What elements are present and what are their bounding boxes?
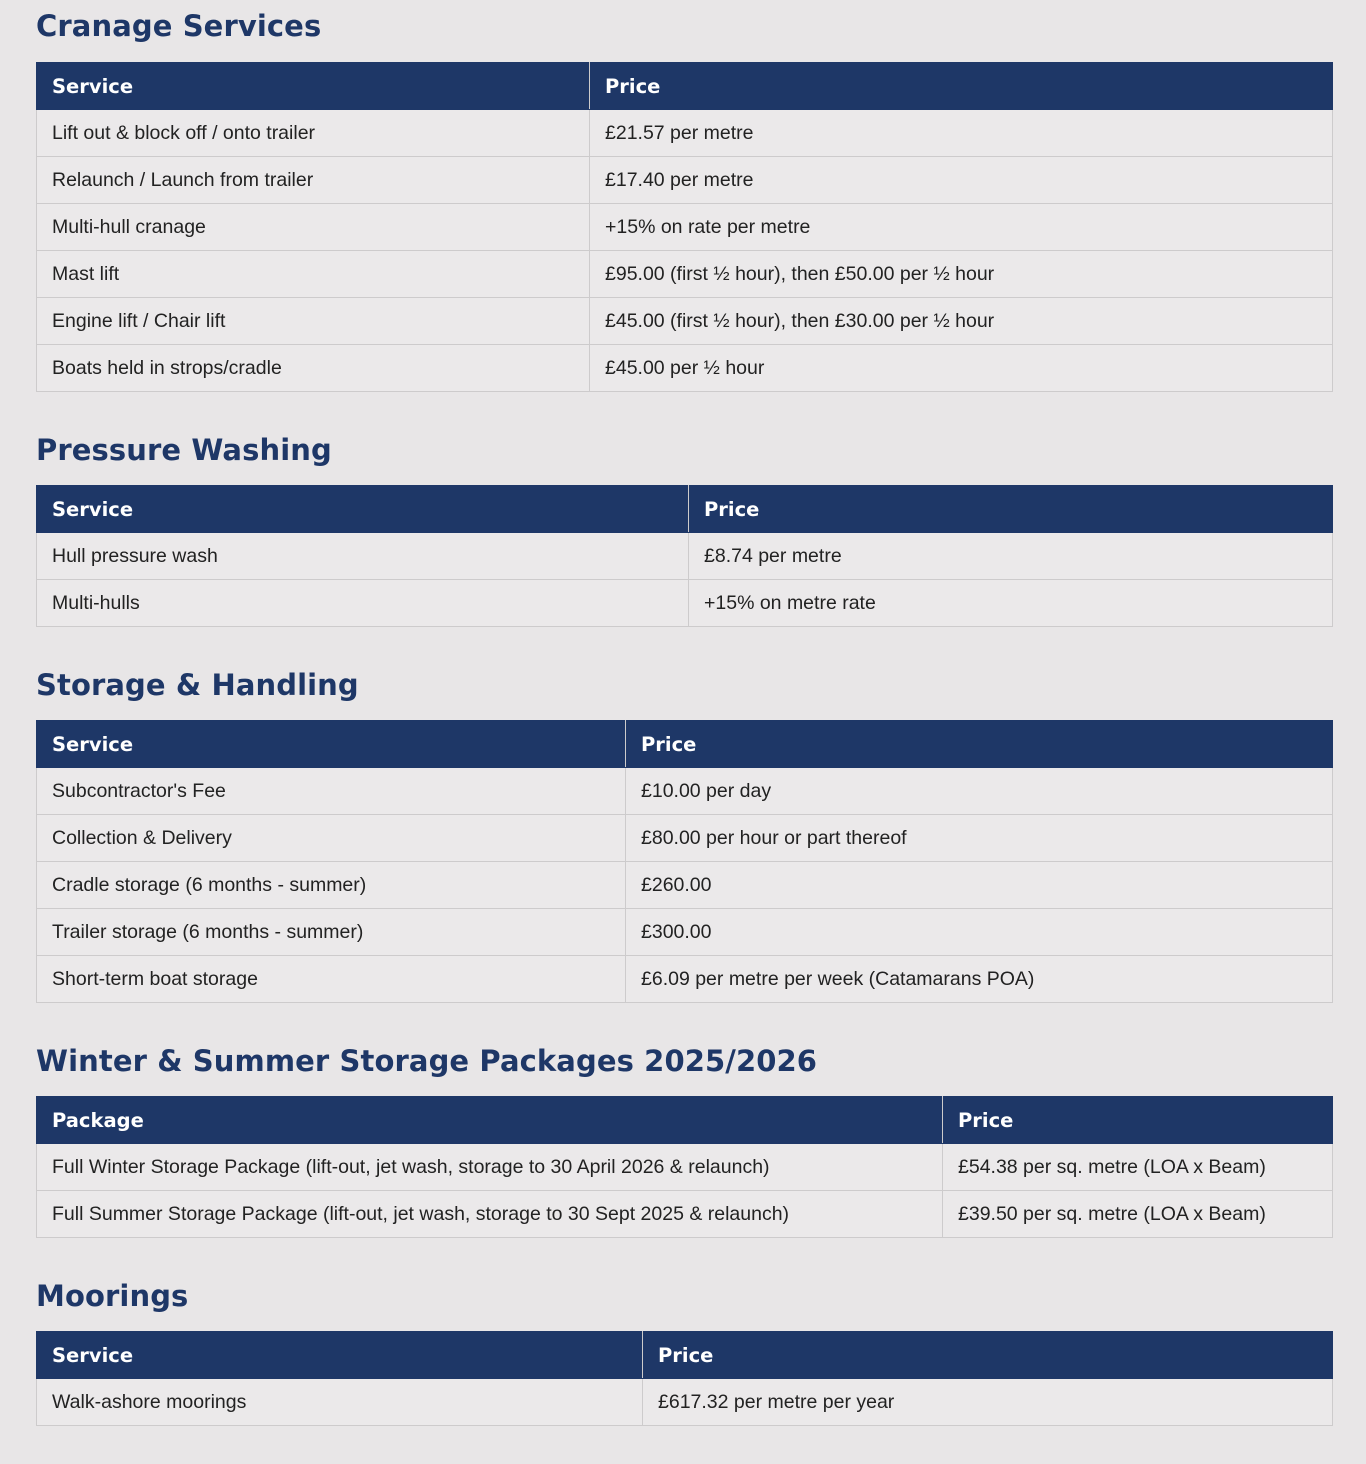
table-row (37, 768, 1333, 815)
table-row (37, 862, 1333, 909)
column-header-package: Package (37, 1097, 943, 1144)
column-header-service: Service (37, 486, 689, 533)
service-cell: Walk-ashore moorings (37, 1379, 643, 1426)
service-cell: Short-term boat storage (37, 956, 626, 1003)
table-row (37, 956, 1333, 1003)
section-title: Winter & Summer Storage Packages 2025/2026 (36, 1044, 818, 1078)
table-header-row (37, 486, 1333, 533)
price-table (36, 1331, 1333, 1426)
price-cell: £260.00 (626, 862, 1333, 909)
service-cell: Engine lift / Chair lift (37, 298, 590, 345)
price-cell: £80.00 per hour or part thereof (626, 815, 1333, 862)
column-header-service: Service (37, 1332, 643, 1379)
price-cell: £300.00 (626, 909, 1333, 956)
price-cell: £54.38 per sq. metre (LOA x Beam) (943, 1144, 1333, 1191)
table-row (37, 1191, 1333, 1238)
table-row (37, 110, 1333, 157)
service-cell: Trailer storage (6 months - summer) (37, 909, 626, 956)
table-row (37, 204, 1333, 251)
table-row (37, 580, 1333, 627)
table-row (37, 251, 1333, 298)
section-pressure-washing (36, 433, 1332, 614)
package-cell: Full Winter Storage Package (lift-out, jet wash, storage to 30 April 2026 & relaunch) (37, 1144, 943, 1191)
column-header-price: Price (943, 1097, 1333, 1144)
section-title: Moorings (36, 1279, 189, 1313)
service-cell: Hull pressure wash (37, 533, 689, 580)
section-moorings (36, 1279, 1332, 1413)
service-cell: Subcontractor's Fee (37, 768, 626, 815)
section-storage-handling (36, 668, 1332, 990)
column-header-price: Price (590, 63, 1333, 110)
price-cell: £6.09 per metre per week (Catamarans POA) (626, 956, 1333, 1003)
table-header-row (37, 721, 1333, 768)
price-cell: £95.00 (first ½ hour), then £50.00 per ½ hour (590, 251, 1333, 298)
price-cell: £45.00 per ½ hour (590, 345, 1333, 392)
price-table (36, 1096, 1333, 1238)
table-row (37, 533, 1333, 580)
price-cell: £8.74 per metre (689, 533, 1333, 580)
price-table (36, 485, 1333, 627)
section-title: Storage & Handling (36, 668, 359, 702)
column-header-service: Service (37, 63, 590, 110)
table-row (37, 345, 1333, 392)
column-header-service: Service (37, 721, 626, 768)
price-cell: +15% on rate per metre (590, 204, 1333, 251)
service-cell: Boats held in strops/cradle (37, 345, 590, 392)
price-table (36, 720, 1333, 1003)
service-cell: Lift out & block off / onto trailer (37, 110, 590, 157)
service-cell: Multi-hull cranage (37, 204, 590, 251)
package-cell: Full Summer Storage Package (lift-out, jet wash, storage to 30 Sept 2025 & relaunch) (37, 1191, 943, 1238)
table-row (37, 1144, 1333, 1191)
section-title: Pressure Washing (36, 433, 332, 467)
price-table (36, 62, 1333, 392)
price-cell: £39.50 per sq. metre (LOA x Beam) (943, 1191, 1333, 1238)
price-cell: £21.57 per metre (590, 110, 1333, 157)
table-row (37, 909, 1333, 956)
price-cell: £617.32 per metre per year (643, 1379, 1333, 1426)
service-cell: Cradle storage (6 months - summer) (37, 862, 626, 909)
service-cell: Multi-hulls (37, 580, 689, 627)
column-header-price: Price (626, 721, 1333, 768)
section-title: Cranage Services (36, 9, 322, 43)
column-header-price: Price (689, 486, 1333, 533)
table-header-row (37, 1097, 1333, 1144)
section-storage-packages (36, 1044, 1332, 1225)
table-row (37, 1379, 1333, 1426)
price-cell: £10.00 per day (626, 768, 1333, 815)
table-row (37, 815, 1333, 862)
service-cell: Mast lift (37, 251, 590, 298)
price-cell: +15% on metre rate (689, 580, 1333, 627)
table-header-row (37, 1332, 1333, 1379)
table-row (37, 298, 1333, 345)
price-cell: £17.40 per metre (590, 157, 1333, 204)
column-header-price: Price (643, 1332, 1333, 1379)
service-cell: Collection & Delivery (37, 815, 626, 862)
section-cranage-services (36, 9, 1332, 379)
service-cell: Relaunch / Launch from trailer (37, 157, 590, 204)
price-cell: £45.00 (first ½ hour), then £30.00 per ½ hour (590, 298, 1333, 345)
table-header-row (37, 63, 1333, 110)
table-row (37, 157, 1333, 204)
